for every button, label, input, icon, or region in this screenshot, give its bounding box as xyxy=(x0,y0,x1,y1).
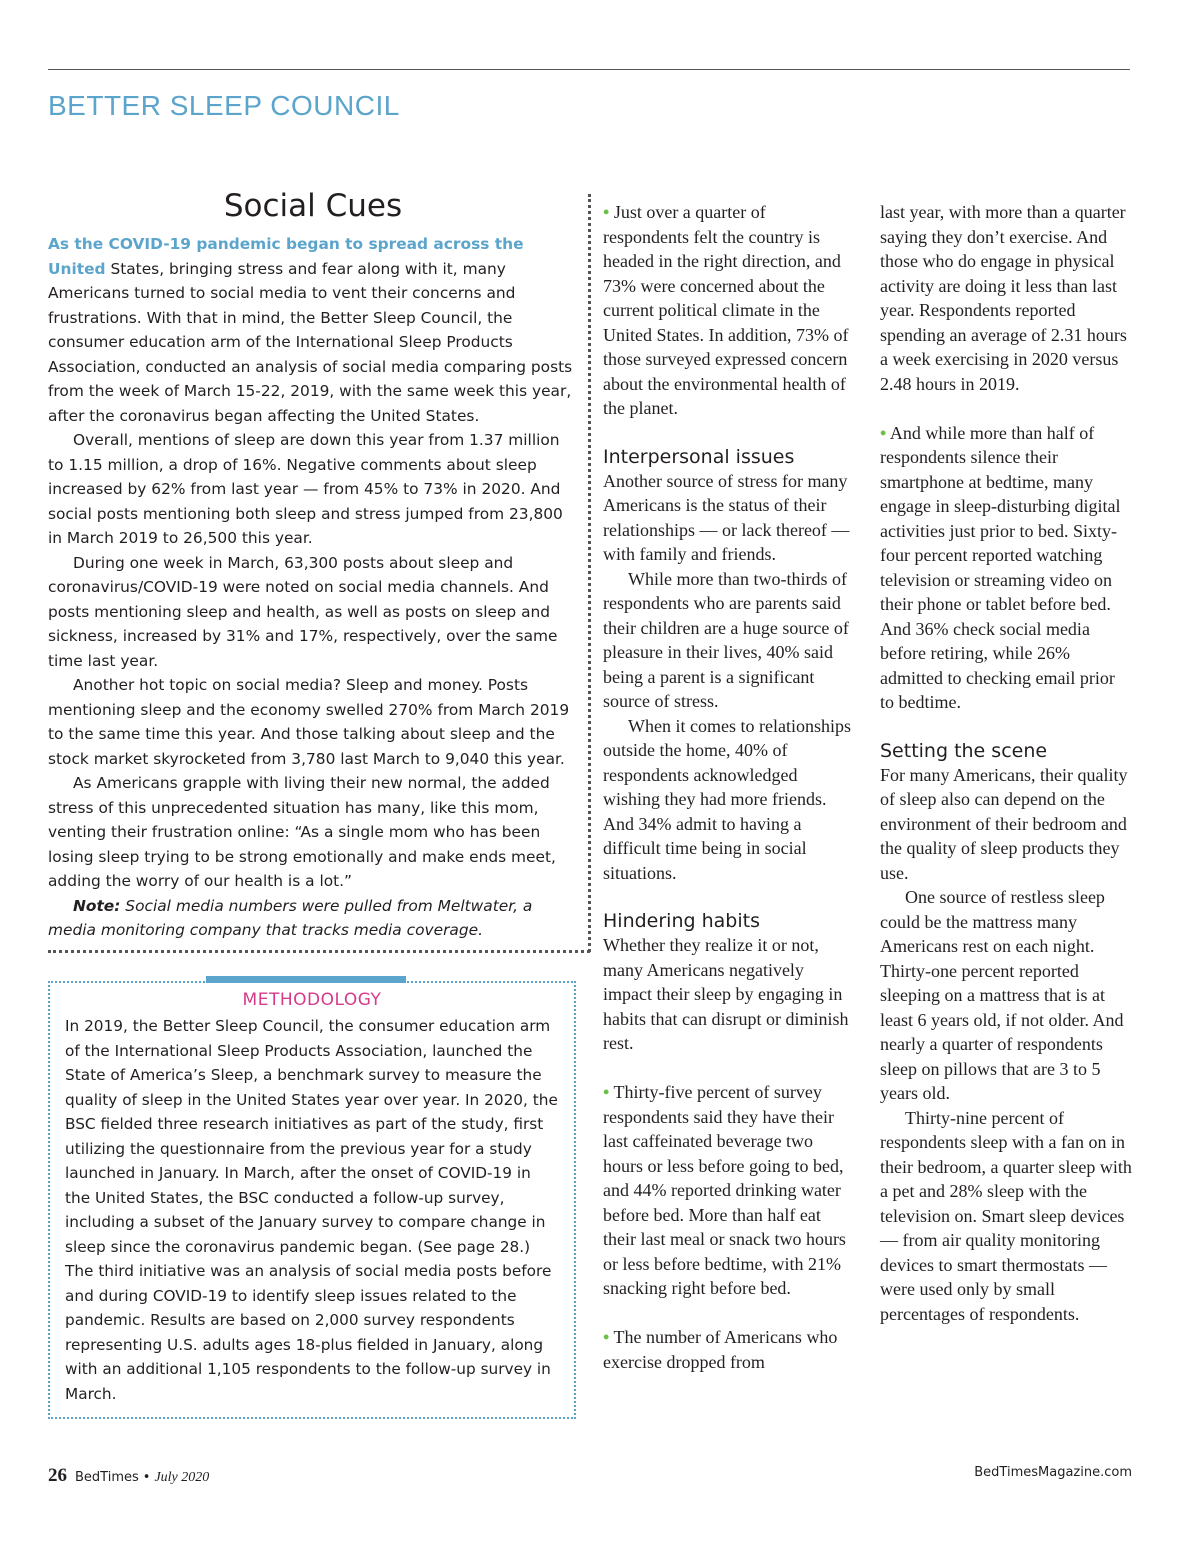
middle-column xyxy=(603,200,855,1374)
bullet-text: And while more than half of respondents silence their smartphone at bedtime, many engage in sleep-disturbing digital activities just prior to bed. Sixty-four percent reported watching television or streaming video on their phone or tablet before bed. And 36% check social media before retiring, while 26% admitted to checking email prior to bedtime. xyxy=(880,422,1121,712)
bullet-icon: • xyxy=(880,422,887,443)
bullet-icon: • xyxy=(603,1082,610,1102)
bullet-icon: • xyxy=(603,202,610,222)
interpersonal-paragraph-3: When it comes to relationships outside the home, 40% of respondents acknowledged wishing they had more friends. And 34% admit to having a difficult time being in social situations. xyxy=(603,715,851,883)
subhead-scene: Setting the scene xyxy=(880,739,1048,762)
exercise-continued-paragraph: last year, with more than a quarter saying they don’t exercise. And those who do engage in physical activity are doing it less than last year. Respondents reported spending an average of 2.31 hours a week exercising in 2020 versus 2.48 hours in 2019. xyxy=(880,202,1127,394)
article-paragraph-1-text: States, bringing stress and fear along with it, many Americans turned to social media to vent their concerns and frustrations. With that in mind, the Better Sleep Council, the consumer education arm of the International Sleep Products Association, conducted an analysis of social media comparing posts from the week of March 15-22, 2019, with the same week this year, after the coronavirus began affecting the United States. xyxy=(48,259,573,425)
article-paragraph-5: As Americans grapple with living their new normal, the added stress of this unprecedented situation has many, like this mom, venting their frustration online: “As a single mom who has been losing sleep trying to be strong emotionally and make ends meet, adding the worry of our health is a lot.” xyxy=(48,774,556,890)
interpersonal-paragraph-2: While more than two-thirds of respondents who are parents said their children are a huge source of pleasure in their lives, 40% said being a parent is a significant source of stress. xyxy=(603,568,849,711)
issue-date: July 2020 xyxy=(154,1470,210,1485)
article-paragraph-1 xyxy=(48,232,578,428)
note-text: Social media numbers were pulled from Meltwater, a media monitoring company that tracks media coverage. xyxy=(48,896,533,939)
methodology-body: In 2019, the Better Sleep Council, the consumer education arm of the International Sleep Products Association, launched the State of America’s Sleep, a benchmark survey to measure the quality of sleep in the United States year over year. In 2020, the BSC fielded three research initiatives as part of the study, first utilizing the questionnaire from the previous year for a study launched in January. In March, after the onset of COVID-19 in the United States, the BSC conducted a follow-up survey, including a subset of the January survey to compare change in sleep since the coronavirus pandemic began. (See page 28.) The third initiative was an analysis of social media posts before and during COVID-19 to identify sleep issues related to the pandemic. Results are based on 2,000 survey respondents representing U.S. adults ages 18-plus fielded in January, along with an additional 1,105 respondents to the follow-up survey in March. xyxy=(65,1017,558,1403)
footer-website: BedTimesMagazine.com xyxy=(974,1465,1132,1480)
footer-separator: • xyxy=(142,1470,151,1485)
article-lead: As the COVID-19 pandemic began to spread across the United xyxy=(48,235,524,278)
horizontal-dotted-divider xyxy=(48,950,590,953)
top-rule xyxy=(48,69,1130,70)
scene-paragraph-1: For many Americans, their quality of sleep also can depend on the environment of their bedroom and the quality of sleep products they use. xyxy=(880,764,1128,883)
habits-paragraph: Whether they realize it or not, many Americans negatively impact their sleep by engaging in habits that can disrupt or diminish rest. xyxy=(603,935,849,1053)
bullet-item-smartphone xyxy=(880,421,1132,715)
subhead-habits: Hindering habits xyxy=(603,910,760,932)
article-title: Social Cues xyxy=(223,188,403,224)
bullet-item-caffeine xyxy=(603,1080,855,1301)
subhead-interpersonal: Interpersonal issues xyxy=(603,445,795,468)
methodology-title: METHODOLOGY xyxy=(242,990,382,1010)
interpersonal-paragraph-1: Another source of stress for many Americans is the status of their relationships — or lack thereof — with family and friends. xyxy=(603,470,850,564)
note-label: Note: xyxy=(73,896,121,915)
article-column xyxy=(48,188,578,943)
article-paragraph-3: During one week in March, 63,300 posts about sleep and coronavirus/COVID-19 were noted on social media channels. And posts mentioning sleep and health, as well as posts on sleep and sickness, increased by 31% and 17%, respectively, over the same time last year. xyxy=(48,553,558,670)
article-paragraph-2: Overall, mentions of sleep are down this year from 1.37 million to 1.15 million, a drop of 16%. Negative comments about sleep increased by 62% from last year — from 45% to 73% in 2020. And social posts mentioning both sleep and stress jumped from 23,800 in March 2019 to 26,500 this year. xyxy=(48,431,563,547)
footer-left xyxy=(48,1465,209,1487)
methodology-tab-bar xyxy=(206,976,406,983)
scene-paragraph-3: Thirty-nine percent of respondents sleep with a fan on in their bedroom, a quarter sleep with a pet and 28% sleep with the television on. Smart sleep devices — from air quality monitoring devices to smart thermostats — were used only by small percentages of respondents. xyxy=(880,1107,1132,1324)
scene-paragraph-2: One source of restless sleep could be the mattress many Americans rest on each night. Thirty-one percent reported sleeping on a mattress that is at least 6 years old, if not older. And nearly a quarter of respondents sleep on pillows that are 3 to 5 years old. xyxy=(880,887,1124,1103)
bullet-icon: • xyxy=(603,1327,610,1347)
bullet-text: The number of Americans who exercise dropped from xyxy=(603,1327,838,1372)
bullet-text: Thirty-five percent of survey respondents said they have their last caffeinated beverage two hours or less before going to bed, and 44% reported drinking water before bed. More than half eat their last meal or snack two hours or less before bedtime, with 21% snacking right before bed. xyxy=(603,1082,846,1298)
bullet-text: Just over a quarter of respondents felt the country is headed in the right direction, and 73% were concerned about the current political climate in the United States. In addition, 73% of those surveyed expressed concern about the environmental health of the planet. xyxy=(603,202,849,418)
page-number: 26 xyxy=(48,1465,67,1486)
bullet-item-political xyxy=(603,200,855,421)
bullet-item-exercise xyxy=(603,1325,855,1374)
vertical-dotted-divider xyxy=(588,194,591,952)
right-column xyxy=(880,200,1132,1326)
article-note xyxy=(48,894,578,943)
article-paragraph-4: Another hot topic on social media? Sleep and money. Posts mentioning sleep and the economy swelled 270% from March 2019 to the same time this year. And those talking about sleep and the stock market skyrocketed from 3,780 last March to 9,040 this year. xyxy=(48,676,570,768)
section-header: BETTER SLEEP COUNCIL xyxy=(48,90,400,121)
publication-name: BedTimes xyxy=(75,1470,139,1485)
